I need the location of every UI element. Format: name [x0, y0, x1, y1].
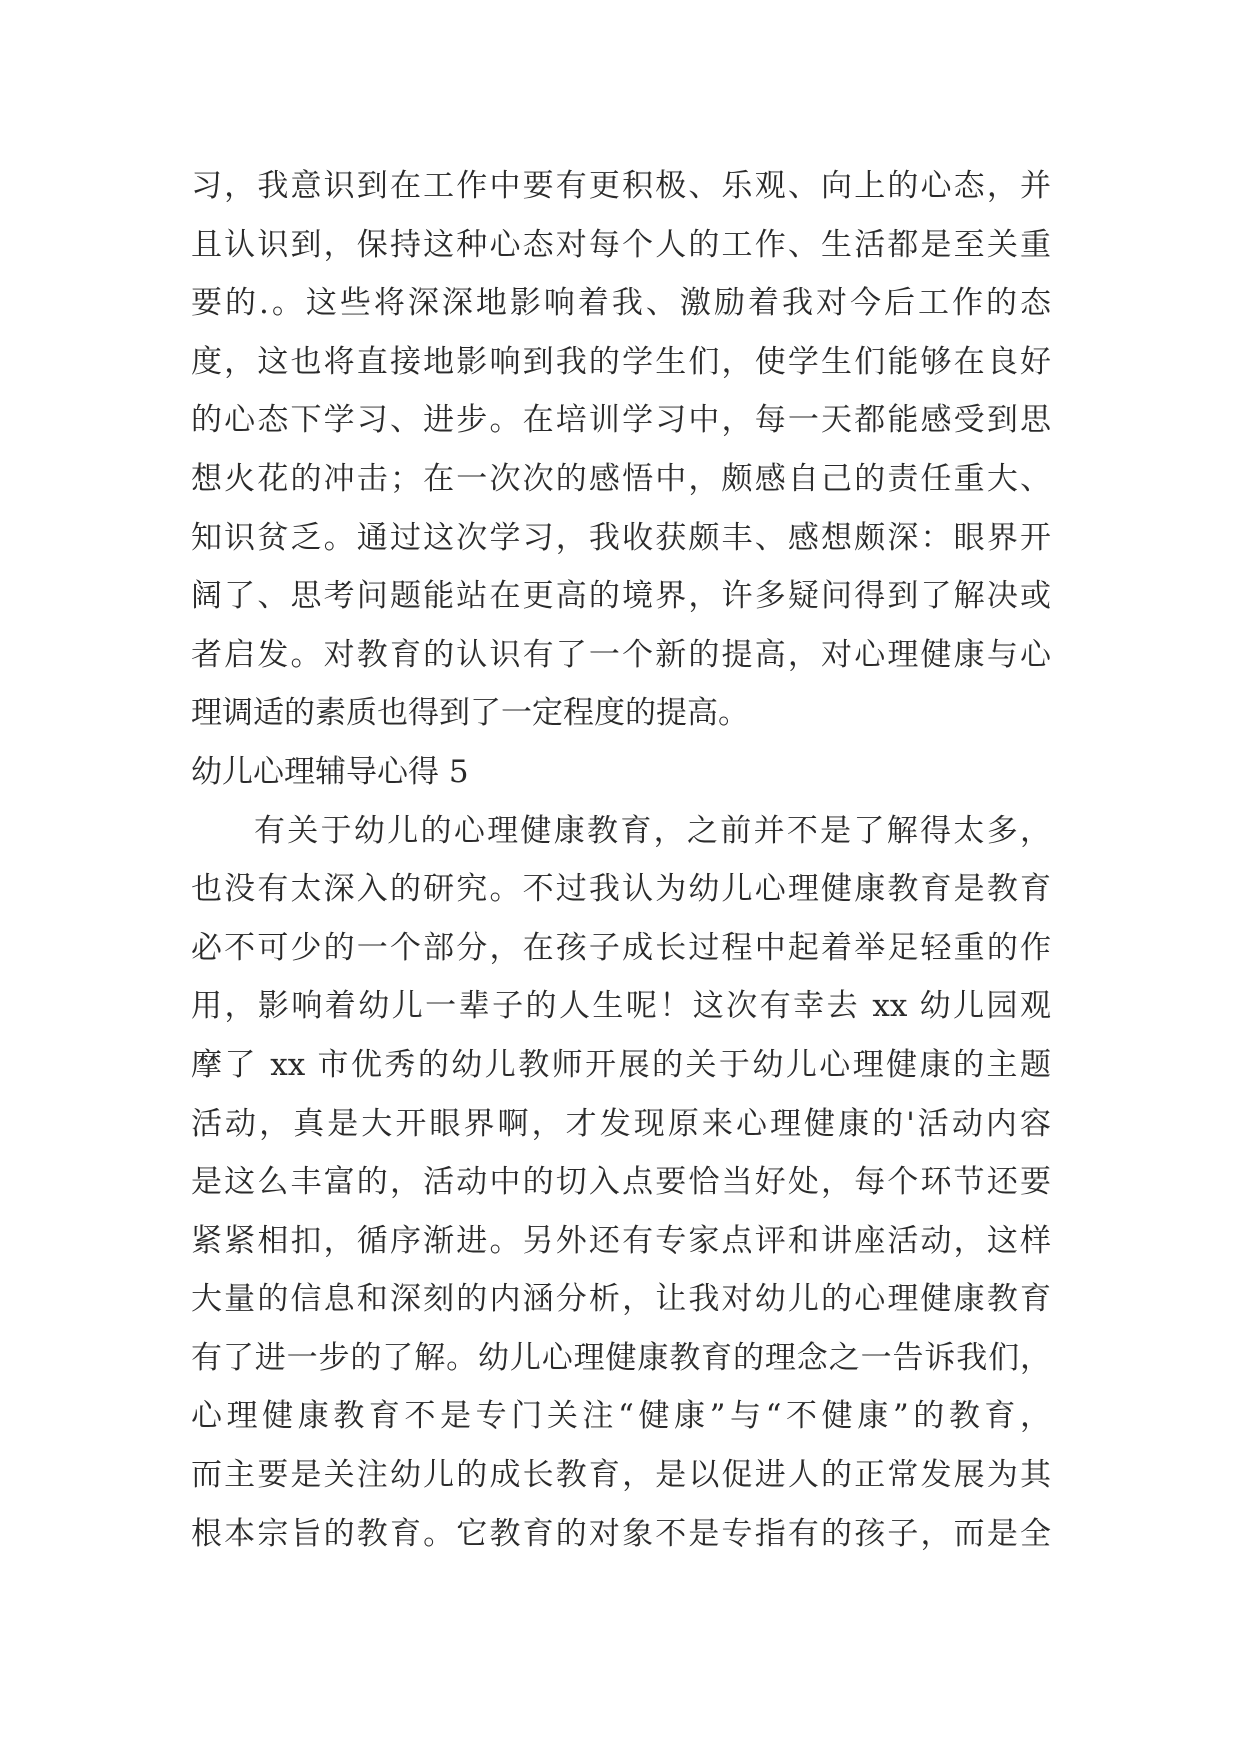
section-heading: 幼儿心理辅导心得 5 [191, 753, 469, 790]
paragraph-line-last: 理调适的素质也得到了一定程度的提高。 [191, 695, 749, 732]
paragraph-line: 是这么丰富的，活动中的切入点要恰当好处，每个环节还要 [191, 1164, 1051, 1201]
paragraph-line: 的心态下学习、进步。在培训学习中，每一天都能感受到思 [191, 402, 1051, 439]
document-body [191, 157, 1051, 1563]
paragraph-line: 阔了、思考问题能站在更高的境界，许多疑问得到了解决或 [191, 578, 1051, 615]
paragraph-line: 知识贫乏。通过这次学习，我收获颇丰、感想颇深：眼界开 [191, 519, 1051, 556]
paragraph-line: 者启发。对教育的认识有了一个新的提高，对心理健康与心 [191, 636, 1051, 673]
paragraph-line: 习，我意识到在工作中要有更积极、乐观、向上的心态，并 [191, 168, 1051, 204]
paragraph-line: 大量的信息和深刻的内涵分析，让我对幼儿的心理健康教育 [191, 1281, 1051, 1318]
paragraph-line: 想火花的冲击；在一次次的感悟中，颇感自己的责任重大、 [191, 460, 1051, 497]
paragraph-line: 有了进一步的了解。幼儿心理健康教育的理念之一告诉我们， [191, 1339, 1051, 1376]
paragraph-line: 根本宗旨的教育。它教育的对象不是专指有的孩子，而是全 [191, 1515, 1051, 1552]
paragraph-first-line: 有关于幼儿的心理健康教育，之前并不是了解得太多， [254, 812, 1051, 849]
paragraph-line: 要的.。这些将深深地影响着我、激励着我对今后工作的态 [191, 285, 1051, 322]
paragraph-line: 用，影响着幼儿一辈子的人生呢！这次有幸去 xx 幼儿园观 [191, 988, 1051, 1025]
paragraph-line: 必不可少的一个部分，在孩子成长过程中起着举足轻重的作 [191, 929, 1051, 966]
paragraph-line: 紧紧相扣，循序渐进。另外还有专家点评和讲座活动，这样 [191, 1222, 1051, 1259]
paragraph-line: 摩了 xx 市优秀的幼儿教师开展的关于幼儿心理健康的主题 [191, 1046, 1051, 1083]
paragraph-line: 度，这也将直接地影响到我的学生们，使学生们能够在良好 [191, 343, 1051, 380]
paragraph-line: 也没有太深入的研究。不过我认为幼儿心理健康教育是教育 [191, 871, 1051, 908]
paragraph-line: 活动，真是大开眼界啊，才发现原来心理健康的'活动内容 [191, 1105, 1051, 1142]
paragraph-line: 且认识到，保持这种心态对每个人的工作、生活都是至关重 [191, 226, 1051, 263]
paragraph-line: 心理健康教育不是专门关注“健康”与“不健康”的教育， [191, 1398, 1051, 1435]
paragraph-line: 而主要是关注幼儿的成长教育，是以促进人的正常发展为其 [191, 1457, 1051, 1494]
